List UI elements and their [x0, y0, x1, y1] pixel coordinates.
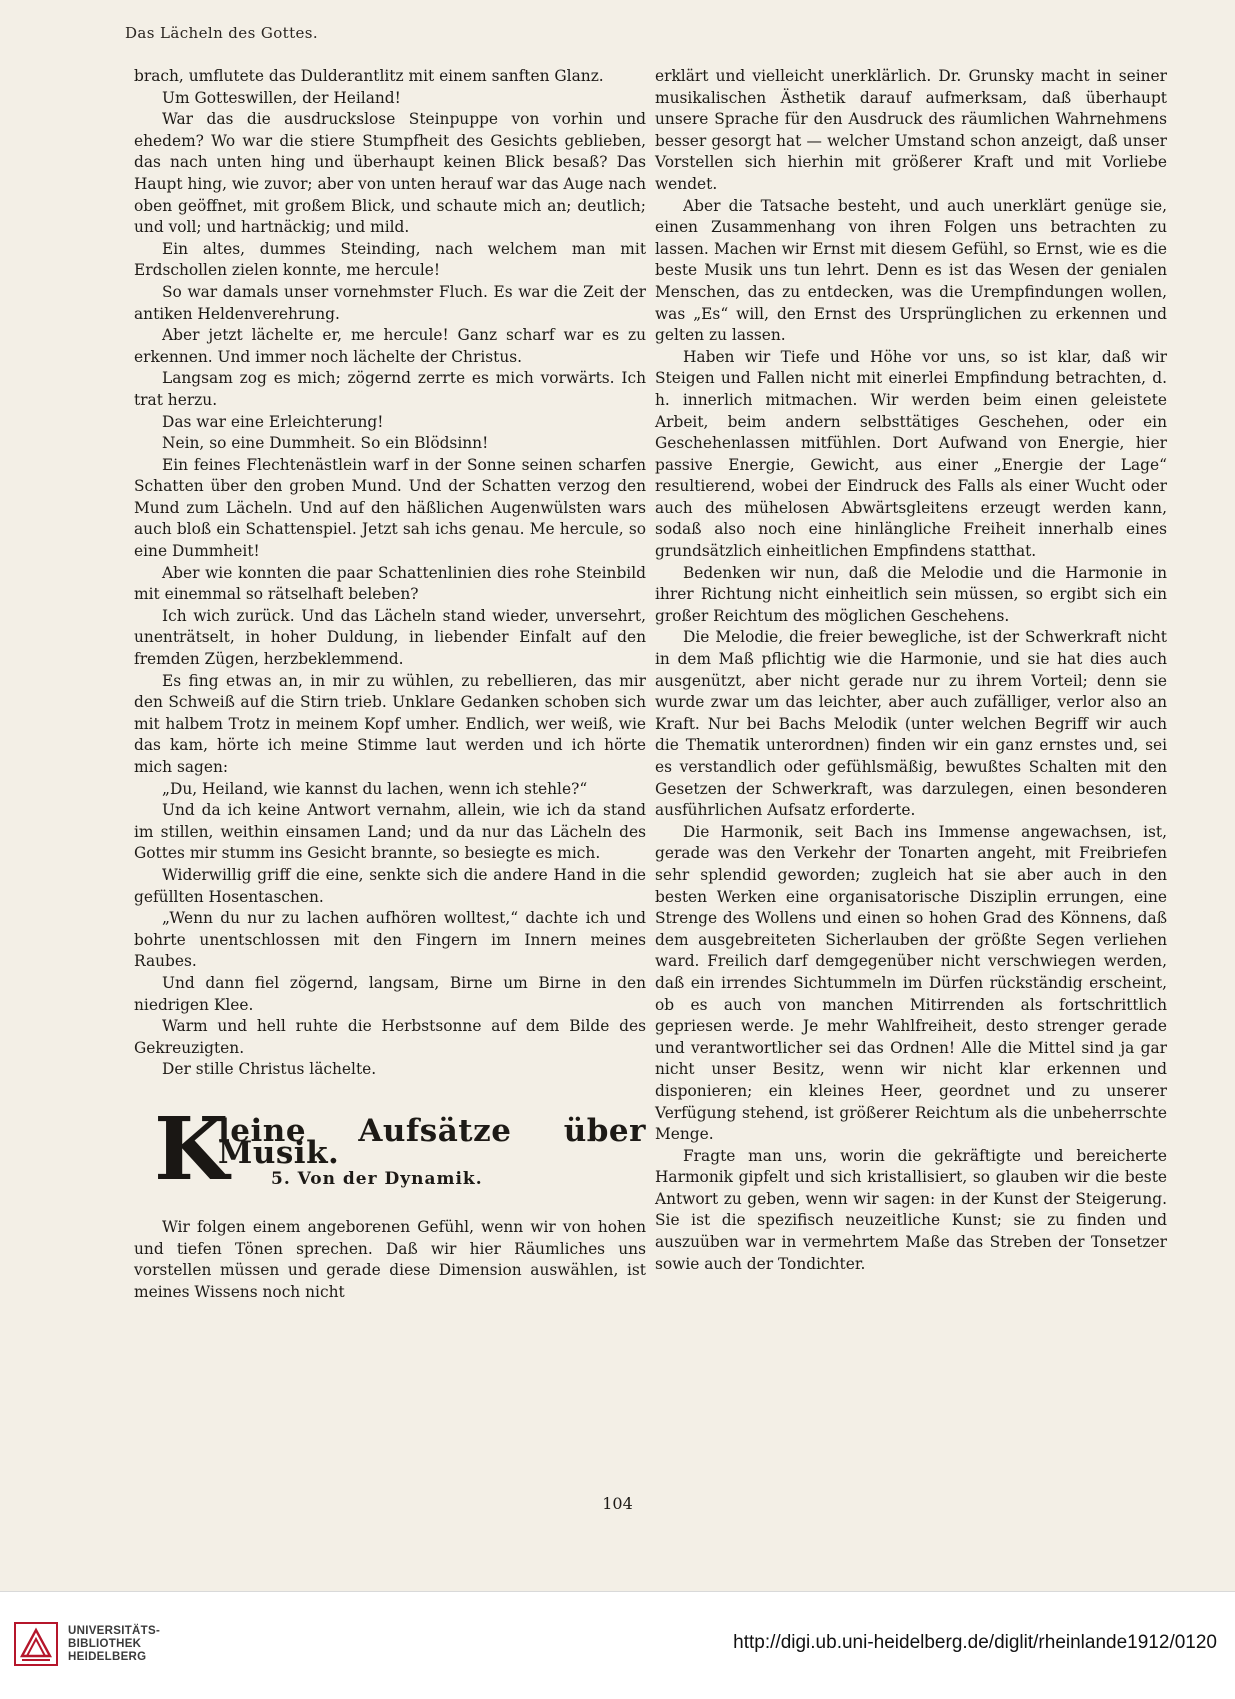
right-column: [655, 66, 1167, 1275]
library-name-line: HEIDELBERG: [68, 1651, 147, 1663]
paragraph: Ein altes, dummes Steinding, nach welchem man mit Erdschollen zielen konnte, me hercule!: [134, 239, 646, 280]
running-head-title: Das Lächeln des Gottes.: [125, 24, 319, 42]
paragraph: erklärt und vielleicht unerklärlich. Dr. Grunsky macht in seiner musikalischen Ästhetik darauf aufmerksam, daß überhaupt unsere Sprache für den Ausdruck des räumlichen Wahrnehmens besser gesorgt hat — welcher Umstand schon anzeigt, daß unser Vorstellen sich hierhin mit größerer Kraft und mit Vorliebe wendet.: [655, 67, 1167, 193]
paragraph: Es fing etwas an, in mir zu wühlen, zu rebellieren, das mir den Schweiß auf die Stirn trieb. Unklare Gedanken schoben sich mit halbem Trotz in meinem Kopf umher. Endlich, wer weiß, wie das kam, hörte ich meine Stimme laut werden und ich hörte mich sagen:: [134, 671, 646, 776]
paragraph: Bedenken wir nun, daß die Melodie und die Harmonie in ihrer Richtung nicht einheitlich sein müssen, so ergibt sich ein großer Reichtum des möglichen Geschehens.: [655, 563, 1167, 625]
paragraph: Aber jetzt lächelte er, me hercule! Ganz scharf war es zu erkennen. Und immer noch lächelte der Christus.: [134, 326, 646, 366]
paragraph: „Wenn du nur zu lachen aufhören wolltest,“ dachte ich und bohrte unentschlossen mit den Fingern im Innern meines Raubes.: [134, 909, 646, 971]
paragraph: Aber wie konnten die paar Schattenlinien dies rohe Steinbild mit einemmal so rätselhaft beleben?: [134, 563, 646, 604]
paragraph: Um Gotteswillen, der Heiland!: [162, 88, 401, 107]
paragraph: Ich wich zurück. Und das Lächeln stand wieder, unversehrt, unenträtselt, in hoher Duldung, in liebender Einfalt auf den fremden Zügen, herzbeklemmend.: [134, 606, 646, 669]
section-title: leine Aufsätze über Musik.: [218, 1112, 646, 1171]
library-name-line: UNIVERSITÄTS-: [68, 1625, 161, 1637]
paragraph: Aber die Tatsache besteht, und auch unerklärt genüge sie, einen Zusammenhang von ihren Folgen uns betrachten zu lassen. Machen wir Ernst mit diesem Gefühl, so Ernst, wie es die beste Musik uns tun lehrt. Denn es ist das Wesen der genialen Menschen, das zu entdecken, was die Urempfindungen wollen, was „Es“ will, den Ernst des Ursprünglichen zu erkennen und gelten zu lassen.: [655, 196, 1167, 345]
paragraph: Wir folgen einem angeborenen Gefühl, wenn wir von hohen und tiefen Tönen sprechen. Daß wir hier Räumliches uns vorstellen müssen und gerade diese Dimension auswählen, ist meines Wissens noch nicht: [134, 1217, 646, 1301]
paragraph: Und dann fiel zögernd, langsam, Birne um Birne in den niedrigen Klee.: [134, 973, 646, 1014]
paragraph: Die Melodie, die freier bewegliche, ist der Schwerkraft nicht in dem Maß pflichtig wie die Harmonie, und sie hat dies auch ausgenützt, aber nicht gerade nur zu ihrem Vorteil; denn sie wurde zwar um das leichter, aber auch zufälliger, verlor also an Kraft. Nur bei Bachs Melodik (unter welchen Begriff wir auch die Thematik unterordnen) finden wir ein ganz ernstes und, sei es verstandlich oder gefühlsmäßig, bewußtes Schalten mit den Gesetzen der Schwerkraft, was darzulegen, einen besonderen ausführlichen Aufsatz erforderte.: [655, 628, 1167, 820]
paragraph: Nein, so eine Dummheit. So ein Blödsinn!: [162, 434, 489, 453]
library-name: [68, 1625, 160, 1664]
paragraph: brach, umflutete das Dulderantlitz mit einem sanften Glanz.: [134, 67, 604, 85]
drop-cap: K: [154, 1098, 229, 1200]
paragraph: „Du, Heiland, wie kannst du lachen, wenn ich stehle?“: [162, 779, 588, 798]
paragraph: Die Harmonik, seit Bach ins Immense angewachsen, ist, gerade was den Verkehr der Tonarten angeht, mit Freibriefen sehr splendid geworden; zugleich hat sie aber auch in den besten Werken eine organisatorische Disziplin errungen, eine Strenge des Wollens und einen so hohen Grad des Könnens, daß dem ausgebreiteten Sicherlauben der größte Segen verliehen ward. Freilich darf demgegenüber nicht verschwiegen werden, daß ein irrendes Sichtummeln im Dürfen rückständig erscheint, ob es auch von manchen Mitirrenden als fortschrittlich gepriesen werde. Je mehr Wahlfreiheit, desto strenger gerade und verantwortlicher sei das Ordnen! Alle die Mittel sind ja gar nicht unser Besitz, wenn wir nicht klar erkennen und disponieren; ein kleines Heer, geordnet und zu unserer Verfügung stehend, ist größerer Reichtum als die unbeherrschte Menge.: [655, 822, 1167, 1144]
section-subtitle: 5. Von der Dynamik.: [271, 1168, 483, 1189]
paragraph: Langsam zog es mich; zögernd zerrte es mich vorwärts. Ich trat herzu.: [134, 369, 646, 409]
section-heading: [134, 1098, 646, 1203]
paragraph: Der stille Christus lächelte.: [162, 1060, 377, 1079]
paragraph: Und da ich keine Antwort vernahm, allein, wie ich da stand im stillen, weithin einsamen Land; und da nur das Lächeln des Gottes mir stumm ins Gesicht brannte, so besiegte es mich.: [134, 801, 646, 863]
paragraph: Warm und hell ruhte die Herbstsonne auf dem Bilde des Gekreuzigten.: [134, 1017, 646, 1057]
paragraph: Ein feines Flechtenästlein warf in der Sonne seinen scharfen Schatten über den groben Mund. Und der Schatten verzog den Mund zum Lächeln. Und auf den häßlichen Augenwülsten wars auch bloß ein Schattenspiel. Jetzt sah ichs genau. Me hercule, so eine Dummheit!: [134, 455, 646, 561]
library-logo-icon: [14, 1622, 58, 1666]
paragraph: Fragte man uns, worin die gekräftigte und bereicherte Harmonik gipfelt und sich kristallisiert, so glauben wir die beste Antwort zu geben, wenn wir sagen: in der Kunst der Steigerung. Sie ist die spezifisch neuzeitliche Kunst; sie zu finden und auszuüben war in vermehrtem Maße das Streben der Tonsetzer sowie auch der Tondichter.: [655, 1146, 1167, 1273]
source-url-link[interactable]: http://digi.ub.uni-heidelberg.de/diglit/rheinlande1912/0120: [733, 1632, 1217, 1653]
paragraph: So war damals unser vornehmster Fluch. Es war die Zeit der antiken Heldenverehrung.: [134, 282, 646, 323]
paragraph: Haben wir Tiefe und Höhe vor uns, so ist klar, daß wir Steigen und Fallen nicht mit einerlei Empfindung betrachten, d. h. innerlich mitmachen. Wir werden beim einen geleistete Arbeit, beim andern selbsttätiges Geschehen, oder ein Geschehenlassen mitfühlen. Dort Aufwand von Energie, hier passive Energie, Gewicht, aus einer „Energie der Lage“ resultierend, wobei der Eindruck des Falls als einer Wucht oder auch des mühelosen Abwärtsgleitens erzeugt werden kann, sodaß also noch eine hinlängliche Freiheit innerhalb eines grundsätzlich einheitlichen Empfindens statthat.: [655, 347, 1167, 561]
paragraph: War das die ausdruckslose Steinpuppe von vorhin und ehedem? Wo war die stiere Stumpfheit des Gesichts geblieben, das nach unten hing und überhaupt keinen Blick besaß? Das Haupt hing, wie zuvor; aber von unten herauf war das Auge nach oben geöffnet, mit großem Blick, und schaute mich an; deutlich; und voll; und hartnäckig; und mild.: [134, 110, 646, 237]
viewer-footer: [0, 1591, 1235, 1699]
left-column: [134, 66, 646, 1303]
paragraph: Das war eine Erleichterung!: [162, 412, 384, 431]
page-number: 104: [602, 1494, 633, 1513]
paragraph: Widerwillig griff die eine, senkte sich die andere Hand in die gefüllten Hosentaschen.: [134, 865, 646, 906]
library-name-line: BIBLIOTHEK: [68, 1638, 142, 1650]
